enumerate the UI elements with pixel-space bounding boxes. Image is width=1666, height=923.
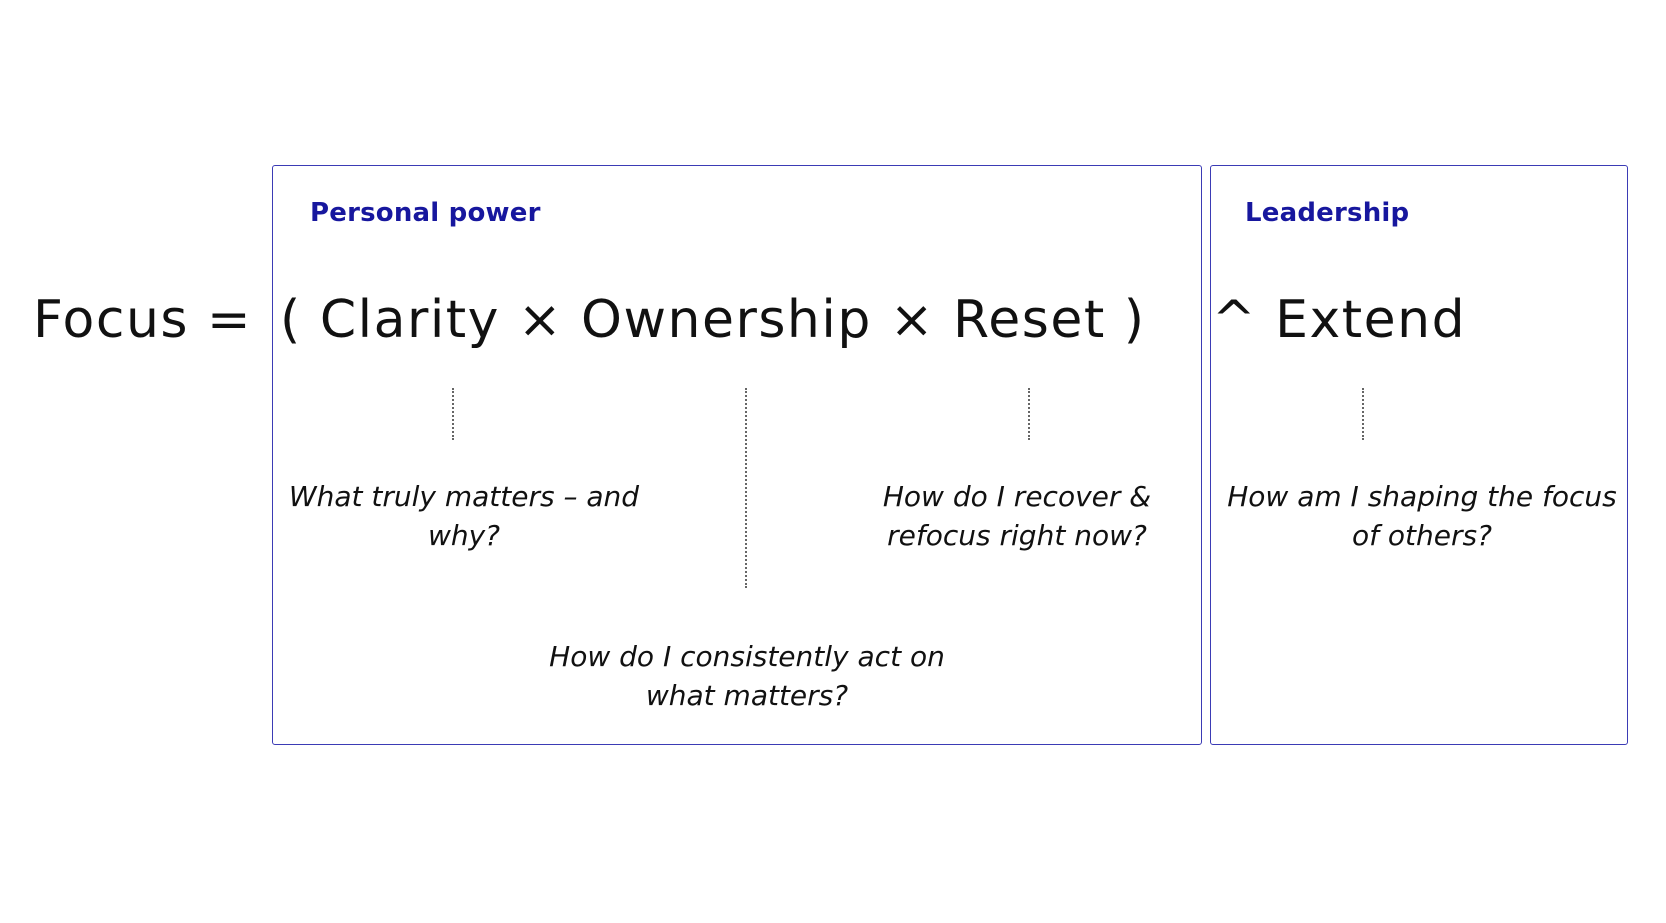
panel-title-leadership: Leadership	[1245, 198, 1410, 228]
formula-extension-exponent: ^ Extend	[1212, 290, 1467, 350]
connector-line-extend	[1362, 388, 1364, 440]
caption-clarity: What truly matters – and why?	[288, 480, 640, 552]
connector-line-reset	[1028, 388, 1030, 440]
caption-reset: How do I recover & refocus right now?	[882, 480, 1152, 552]
connector-line-clarity	[452, 388, 454, 440]
connector-line-ownership	[745, 388, 747, 588]
caption-ownership: How do I consistently act on what matters?	[549, 640, 945, 712]
formula-core-expression: ( Clarity × Ownership × Reset )	[280, 290, 1146, 350]
panel-leadership	[1210, 165, 1628, 745]
formula-left-hand-side: Focus =	[33, 290, 253, 350]
panel-title-personal-power: Personal power	[310, 198, 541, 228]
caption-extend: How am I shaping the focus of others?	[1227, 480, 1617, 552]
